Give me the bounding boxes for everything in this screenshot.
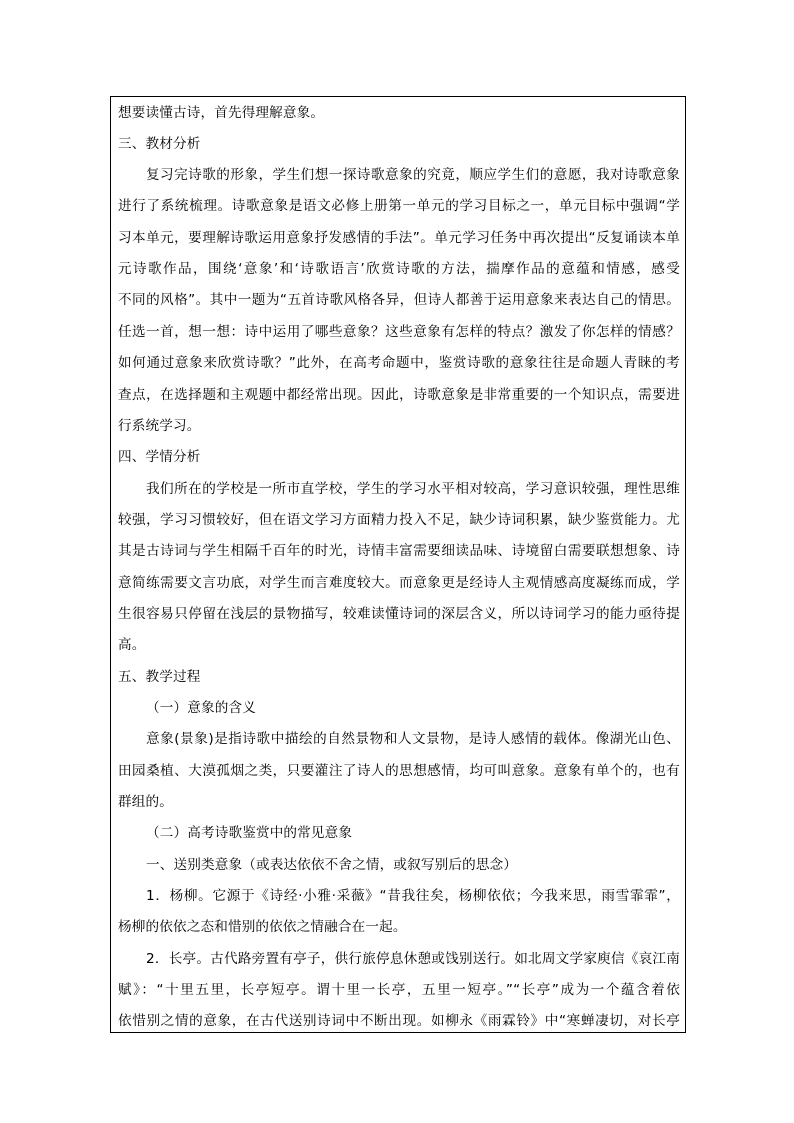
section-heading-textbook-analysis: 三、教材分析	[118, 136, 201, 152]
paragraph-line: 不同的风格”。其中一题为“五首诗歌风格各异，但诗人都善于运用意象来表达自己的情思。	[118, 292, 680, 308]
paragraph-line: 田园桑植、大漠孤烟之类，只要灌注了诗人的思想感情，均可叫意象。意象有单个的，也有	[118, 763, 680, 779]
paragraph-line: 群组的。	[118, 794, 173, 810]
subheading-common-imagery: （二）高考诗歌鉴赏中的常见意象	[146, 825, 353, 841]
paragraph-line: 较强，学习习惯较好，但在语文学习方面精力投入不足，缺少诗词积累，缺少鉴赏能力。尤	[118, 512, 680, 528]
paragraph-line: 我们所在的学校是一所市直学校，学生的学习水平相对较高，学习意识较强，理性思维	[146, 481, 680, 497]
paragraph-line: 任选一首，想一想：诗中运用了哪些意象？这些意象有怎样的特点？激发了你怎样的情感？	[118, 324, 680, 340]
paragraph-line: 习本单元，要理解诗歌运用意象抒发感情的手法”。单元学习任务中再次提出“反复诵读本单	[118, 230, 680, 246]
paragraph-line: 生很容易只停留在浅层的景物描写，较难读懂诗词的深层含义，所以诗词学习的能力亟待提	[118, 606, 680, 622]
paragraph-line: 行系统学习。	[118, 418, 201, 434]
paragraph-line: 意象(景象)是指诗歌中描绘的自然景物和人文景物，是诗人感情的载体。像湖光山色、	[146, 731, 680, 747]
section-heading-teaching-process: 五、教学过程	[118, 669, 201, 685]
text-line: 想要读懂古诗，首先得理解意象。	[118, 105, 325, 121]
paragraph-line: 其是古诗词与学生相隔千百年的时光，诗情丰富需要细读品味、诗境留白需要联想想象、诗	[118, 543, 680, 559]
subheading-meaning-of-imagery: （一）意象的含义	[146, 700, 256, 716]
list-heading-farewell-imagery: 一、送别类意象（或表达依依不舍之情，或叙写别后的思念）	[146, 857, 518, 873]
paragraph-line: 意简练需要文言功底，对学生而言难度较大。而意象更是经诗人主观情感高度凝练而成，学	[118, 575, 680, 591]
list-item-willow: 1．杨柳。它源于《诗经·小雅·采薇》“昔我往矣，杨柳依依；今我来思，雨雪霏霏”，	[146, 888, 680, 904]
paragraph-line: 高。	[118, 637, 146, 653]
paragraph-line: 杨柳的依依之态和惜别的依依之情融合在一起。	[118, 919, 407, 935]
paragraph-line: 依惜别之情的意象，在古代送别诗词中不断出现。如柳永《雨霖铃》中“寒蝉凄切，对长亭	[118, 1013, 680, 1029]
section-heading-learner-analysis: 四、学情分析	[118, 449, 201, 465]
paragraph-line: 元诗歌作品，围绕‘意象’和‘诗歌语言’欣赏诗歌的方法，揣摩作品的意蕴和情感，感受	[118, 261, 680, 277]
paragraph-line: 如何通过意象来欣赏诗歌？”此外，在高考命题中，鉴赏诗歌的意象往往是命题人青睐的考	[118, 355, 680, 371]
paragraph-line: 查点，在选择题和主观题中都经常出现。因此，诗歌意象是非常重要的一个知识点，需要进	[118, 387, 680, 403]
paragraph-line: 进行了系统梳理。诗歌意象是语文必修上册第一单元的学习目标之一，单元目标中强调“学	[118, 198, 680, 214]
paragraph-line: 赋》：“十里五里，长亭短亭。谓十里一长亭，五里一短亭。”“长亭”成为一个蕴含着依	[118, 982, 680, 998]
list-item-pavilion: 2．长亭。古代路旁置有亭子，供行旅停息休憩或饯别送行。如北周文学家庾信《哀江南	[146, 951, 680, 967]
paragraph-line: 复习完诗歌的形象，学生们想一探诗歌意象的究竟，顺应学生们的意愿，我对诗歌意象	[146, 167, 680, 183]
